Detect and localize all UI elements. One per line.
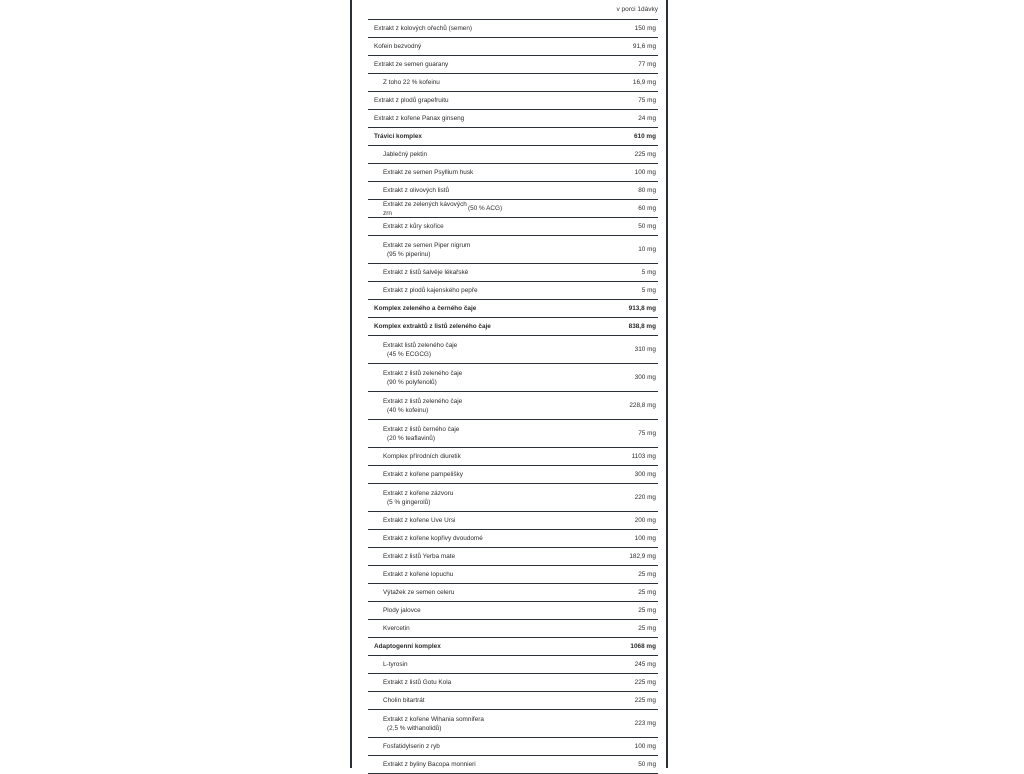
ingredient-name-line: Extrakt z olivových listů xyxy=(383,187,450,194)
ingredient-amount: 24 mg xyxy=(638,115,656,122)
ingredient-amount: 25 mg xyxy=(638,589,656,596)
ingredient-name xyxy=(368,516,586,525)
ingredient-name xyxy=(368,168,586,177)
ingredient-name-line: Extrakt z kořene Uve Ursi xyxy=(383,517,456,524)
ingredient-name-line: Extrakt z kořene zázvoru xyxy=(383,489,454,497)
table-row xyxy=(368,92,658,110)
ingredient-name xyxy=(368,534,586,543)
ingredient-name-line: Výtažek ze semen celeru xyxy=(383,589,455,596)
table-row xyxy=(368,620,658,638)
ingredient-name-line: Extrakt z plodů kajenského pepře xyxy=(383,287,478,294)
ingredient-name xyxy=(368,696,586,705)
ingredient-name xyxy=(368,304,586,313)
ingredient-name-line: Komplex zeleného a černého čaje xyxy=(374,305,477,312)
ingredient-amount: 5 mg xyxy=(641,269,656,276)
ingredient-amount: 150 mg xyxy=(634,25,656,32)
ingredient-amount: 75 mg xyxy=(638,430,656,437)
table-row xyxy=(368,584,658,602)
ingredient-amount: 25 mg xyxy=(638,571,656,578)
ingredient-name xyxy=(368,470,586,479)
ingredient-name-line: Extrakt z byliny Bacopa monnieri xyxy=(383,761,476,768)
ingredient-name-line: Fosfatidylserin z ryb xyxy=(383,743,440,750)
table-row xyxy=(368,466,658,484)
table-row xyxy=(368,674,658,692)
ingredient-name-line: Extrakt ze semen Psyllium husk xyxy=(383,169,474,176)
ingredient-name xyxy=(368,715,586,733)
ingredient-name-detail: (40 % kofeinu) xyxy=(387,406,429,414)
ingredient-name xyxy=(368,742,586,751)
ingredient-name-line: Cholin bitartrát xyxy=(383,697,425,704)
ingredient-name-line: Kofein bezvodný xyxy=(374,43,422,50)
ingredient-amount: 50 mg xyxy=(638,761,656,768)
ingredient-amount: 610 mg xyxy=(633,133,656,140)
ingredient-name-line: Extrakt listů zeleného čaje xyxy=(383,341,458,349)
ingredient-name xyxy=(368,678,586,687)
ingredient-name xyxy=(368,369,586,387)
ingredient-amount: 60 mg xyxy=(638,205,656,212)
content-panel xyxy=(350,0,668,768)
ingredient-name xyxy=(368,322,586,331)
ingredient-amount: 10 mg xyxy=(638,246,656,253)
ingredient-name xyxy=(368,660,586,669)
table-row xyxy=(368,318,658,336)
table-row xyxy=(368,218,658,236)
table-row xyxy=(368,182,658,200)
ingredient-amount: 223 mg xyxy=(634,720,656,727)
ingredient-amount: 75 mg xyxy=(638,97,656,104)
ingredient-name-line: Komplex extraktů z listů zeleného čaje xyxy=(374,323,491,330)
table-row xyxy=(368,638,658,656)
table-row xyxy=(368,110,658,128)
ingredient-amount: 25 mg xyxy=(638,625,656,632)
ingredient-name-line: Extrakt z kořene kopřivy dvoudomé xyxy=(383,535,483,542)
ingredient-amount: 77 mg xyxy=(638,61,656,68)
ingredient-amount: 16,9 mg xyxy=(632,79,656,86)
ingredient-name xyxy=(368,60,586,69)
table-row xyxy=(368,364,658,392)
ingredient-name-line: Trávicí komplex xyxy=(374,133,422,140)
ingredient-amount: 225 mg xyxy=(634,697,656,704)
ingredient-amount: 1068 mg xyxy=(630,643,656,650)
ingredient-name-line: Extrakt z kolových ořechů (semen) xyxy=(374,25,473,32)
table-row xyxy=(368,656,658,674)
ingredient-amount: 100 mg xyxy=(634,169,656,176)
ingredient-name-line: Extrakt z kořene Wihania somnifera xyxy=(383,715,484,723)
table-row xyxy=(368,710,658,738)
ingredient-name xyxy=(368,24,586,33)
ingredient-amount: 80 mg xyxy=(638,187,656,194)
table-row xyxy=(368,164,658,182)
ingredient-name-line: Extrakt ze semen guarany xyxy=(374,61,449,68)
table-row xyxy=(368,738,658,756)
ingredient-name-line: Extrakt z listů šalvěje lékařské xyxy=(383,269,469,276)
table-row xyxy=(368,336,658,364)
ingredient-name xyxy=(368,286,586,295)
ingredient-name xyxy=(368,341,586,359)
table-row xyxy=(368,602,658,620)
ingredient-amount: 245 mg xyxy=(634,661,656,668)
ingredient-name xyxy=(368,96,586,105)
table-row xyxy=(368,300,658,318)
ingredient-name xyxy=(368,150,586,159)
ingredient-name-line: Extrakt z kůry skořice xyxy=(383,223,444,230)
ingredient-name xyxy=(368,268,586,277)
ingredient-amount: 25 mg xyxy=(638,607,656,614)
ingredient-amount: 50 mg xyxy=(638,223,656,230)
ingredient-name-detail: (5 % gingerolů) xyxy=(387,498,431,506)
ingredient-amount: 200 mg xyxy=(634,517,656,524)
ingredient-name xyxy=(368,222,586,231)
ingredient-name-detail: (45 % ECGCG) xyxy=(387,350,432,358)
table-row xyxy=(368,264,658,282)
ingredient-amount: 5 mg xyxy=(641,287,656,294)
ingredient-name-line: L-tyrosin xyxy=(383,661,408,668)
ingredient-amount: 300 mg xyxy=(634,374,656,381)
ingredient-name-line: Extrakt z kořene lopuchu xyxy=(383,571,454,578)
ingredient-name xyxy=(368,606,586,615)
ingredient-amount: 220 mg xyxy=(634,494,656,501)
ingredient-amount: 100 mg xyxy=(634,535,656,542)
ingredient-name-line: Extrakt z listů Gotu Kola xyxy=(383,679,452,686)
table-row xyxy=(368,566,658,584)
ingredient-name-line: Extrakt z kořene pampelišky xyxy=(383,471,463,478)
table-body xyxy=(368,20,658,774)
ingredient-name xyxy=(368,452,586,461)
table-row xyxy=(368,20,658,38)
table-row xyxy=(368,548,658,566)
table-row xyxy=(368,448,658,466)
ingredient-amount: 228,8 mg xyxy=(629,402,656,409)
ingredient-name-line: Z toho 22 % kofeinu xyxy=(383,79,440,86)
table-row xyxy=(368,756,658,774)
ingredient-name-detail: (90 % polyfenolů) xyxy=(387,378,437,386)
ingredient-name xyxy=(368,489,586,507)
nutrition-table xyxy=(368,0,658,774)
ingredient-amount: 225 mg xyxy=(634,151,656,158)
ingredient-amount: 838,8 mg xyxy=(628,323,656,330)
table-row xyxy=(368,74,658,92)
ingredient-name xyxy=(368,78,586,87)
ingredient-name xyxy=(368,241,586,259)
ingredient-name-line: Adaptogenní komplex xyxy=(374,643,441,650)
ingredient-name xyxy=(368,624,586,633)
ingredient-name-line: Extrakt z listů zeleného čaje xyxy=(383,397,463,405)
ingredient-name xyxy=(368,42,586,51)
ingredient-name-line: Komplex přírodních diuretik xyxy=(383,453,461,460)
table-row xyxy=(368,420,658,448)
ingredient-note: (50 % ACG) xyxy=(468,205,503,212)
table-row xyxy=(368,128,658,146)
table-header xyxy=(368,0,658,20)
ingredient-amount: 310 mg xyxy=(634,346,656,353)
table-row xyxy=(368,236,658,264)
table-row xyxy=(368,200,658,218)
ingredient-amount: 225 mg xyxy=(634,679,656,686)
table-row xyxy=(368,146,658,164)
table-row xyxy=(368,38,658,56)
ingredient-name-line: Extrakt z listů černého čaje xyxy=(383,425,460,433)
ingredient-name-line: Extrakt z plodů grapefruitu xyxy=(374,97,449,104)
ingredient-name-line: Extrakt ze semen Piper nigrum xyxy=(383,241,471,249)
ingredient-amount: 300 mg xyxy=(634,471,656,478)
table-row xyxy=(368,282,658,300)
per-serving-label: v porci 1dávky xyxy=(616,6,658,13)
ingredient-name-line: Jablečný pektin xyxy=(383,151,428,158)
ingredient-name xyxy=(368,397,586,415)
ingredient-amount: 182,9 mg xyxy=(629,553,656,560)
ingredient-name xyxy=(368,186,586,195)
ingredient-name-detail: (20 % teaflavinů) xyxy=(387,434,435,442)
ingredient-name xyxy=(368,200,468,218)
ingredient-name-line: Extrakt z listů Yerba mate xyxy=(383,553,456,560)
ingredient-name-line: Kvercetin xyxy=(383,625,410,632)
ingredient-name-line: Extrakt ze zelených kávových zrn xyxy=(383,200,467,217)
ingredient-name xyxy=(368,642,586,651)
ingredient-name xyxy=(368,132,586,141)
ingredient-amount: 100 mg xyxy=(634,743,656,750)
ingredient-name-detail: (95 % piperinu) xyxy=(387,250,431,258)
ingredient-name xyxy=(368,552,586,561)
ingredient-name xyxy=(368,114,586,123)
ingredient-name-line: Extrakt z listů zeleného čaje xyxy=(383,369,463,377)
ingredient-amount: 1103 mg xyxy=(631,453,656,460)
table-row xyxy=(368,512,658,530)
ingredient-name-line: Extrakt z kořene Panax ginseng xyxy=(374,115,465,122)
table-row xyxy=(368,530,658,548)
ingredient-name xyxy=(368,425,586,443)
ingredient-name xyxy=(368,588,586,597)
table-row xyxy=(368,484,658,512)
ingredient-name-detail: (2,5 % withanolidů) xyxy=(387,724,442,732)
ingredient-name-line: Plody jalovce xyxy=(383,607,421,614)
ingredient-name xyxy=(368,570,586,579)
ingredient-amount: 913,8 mg xyxy=(628,305,656,312)
table-row xyxy=(368,56,658,74)
ingredient-amount: 91,6 mg xyxy=(632,43,656,50)
table-row xyxy=(368,692,658,710)
table-row xyxy=(368,392,658,420)
